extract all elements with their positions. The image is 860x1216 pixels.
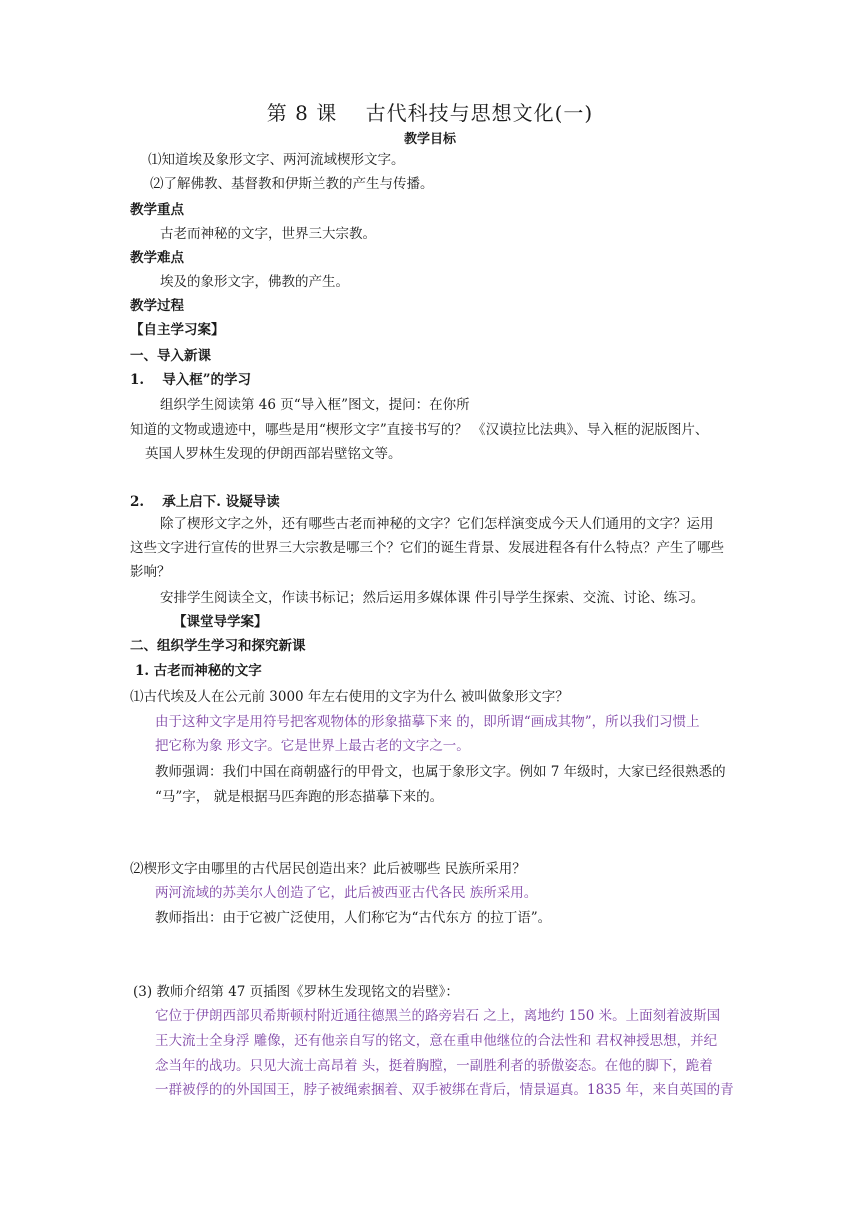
section-heading-process: 教学过程: [130, 298, 184, 314]
paragraph-line: 安排学生阅读全文，作读书标记；然后运用多媒体课 件引导学生探索、交流、讨论、练习。: [160, 590, 705, 606]
subsection-heading-scripts: 1. 古老而神秘的文字: [135, 663, 262, 679]
answer-line: 念当年的战功。只见大流士高昂着 头，挺着胸膛，一副胜利者的骄傲姿态。在他的脚下，跪着: [155, 1058, 713, 1074]
paragraph-line: 英国人罗林生发现的伊朗西部岩壁铭文等。: [145, 446, 402, 462]
objective-2: ⑵了解佛教、基督教和伊斯兰教的产生与传播。: [150, 176, 434, 192]
subsection-heading-guide: 2. 承上启下. 设疑导读: [130, 494, 280, 510]
answer-line: 由于这种文字是用符号把客观物体的形象描摹下来 的，即所谓“画成其物”，所以我们习惯上: [155, 714, 700, 730]
paragraph-line: “马”字， 就是根据马匹奔跑的形态描摹下来的。: [155, 789, 444, 805]
question-1: ⑴古代埃及人在公元前 3000 年左右使用的文字为什么 被叫做象形文字？: [130, 689, 569, 705]
key-points-text: 古老而神秘的文字，世界三大宗教。: [160, 226, 376, 242]
paragraph-line: 知道的文物或遗迹中，哪些是用“楔形文字”直接书写的？ 《汉谟拉比法典》、导入框的泥版图片、: [130, 422, 709, 438]
subsection-heading-intro-box: 1. 导入框”的学习: [130, 372, 252, 388]
section-heading-explore: 二、组织学生学习和探究新课: [130, 638, 306, 654]
question-3: (3) 教师介绍第 47 页插图《罗林生发现铭文的岩壁》：: [133, 984, 459, 1000]
lesson-title: 第 8 课 古代科技与思想文化(一): [266, 101, 594, 125]
paragraph-line: 教师指出：由于它被广泛使用，人们称它为“古代东方 的拉丁语”。: [155, 910, 552, 926]
section-heading-classroom: 【课堂导学案】: [173, 614, 268, 630]
paragraph-line: 除了楔形文字之外，还有哪些古老而神秘的文字？它们怎样演变成今天人们通用的文字？运用: [160, 516, 714, 532]
section-heading-objectives: 教学目标: [403, 132, 456, 147]
objective-1: ⑴知道埃及象形文字、两河流域楔形文字。: [148, 152, 405, 168]
answer-line: 王大流士全身浮 雕像，还有他亲自写的铭文，意在重申他继位的合法性和 君权神授思想，并纪: [155, 1033, 718, 1049]
paragraph-line: 教师强调：我们中国在商朝盛行的甲骨文，也属于象形文字。例如 7 年级时，大家已经很熟悉的: [155, 764, 726, 780]
paragraph-line: 这些文字进行宣传的世界三大宗教是哪三个？它们的诞生背景、发展进程各有什么特点？产生了哪些: [130, 540, 724, 556]
answer-line: 一群被俘的的外国国王，脖子被绳索捆着、双手被绑在背后，情景逼真。1835 年，来自英国的青: [155, 1082, 734, 1098]
answer-line: 两河流域的苏美尔人创造了它，此后被西亚古代各民 族所采用。: [155, 885, 538, 901]
answer-line: 它位于伊朗西部贝希斯顿村附近通往德黑兰的路旁岩石 之上，离地约 150 米。上面刻着波斯国: [155, 1008, 721, 1024]
section-heading-self-study: 【自主学习案】: [130, 322, 225, 338]
section-heading-intro: 一、导入新课: [130, 348, 211, 364]
paragraph-line: 组织学生阅读第 46 页“导入框”图文，提问：在你所: [160, 397, 470, 413]
section-heading-difficulties: 教学难点: [130, 250, 184, 266]
section-heading-key-points: 教学重点: [130, 202, 184, 218]
paragraph-line: 影响？: [130, 564, 171, 580]
answer-line: 把它称为象 形文字。它是世界上最古老的文字之一。: [155, 738, 470, 754]
difficulties-text: 埃及的象形文字，佛教的产生。: [160, 274, 349, 290]
question-2: ⑵楔形文字由哪里的古代居民创造出来？此后被哪些 民族所采用？: [130, 861, 526, 877]
